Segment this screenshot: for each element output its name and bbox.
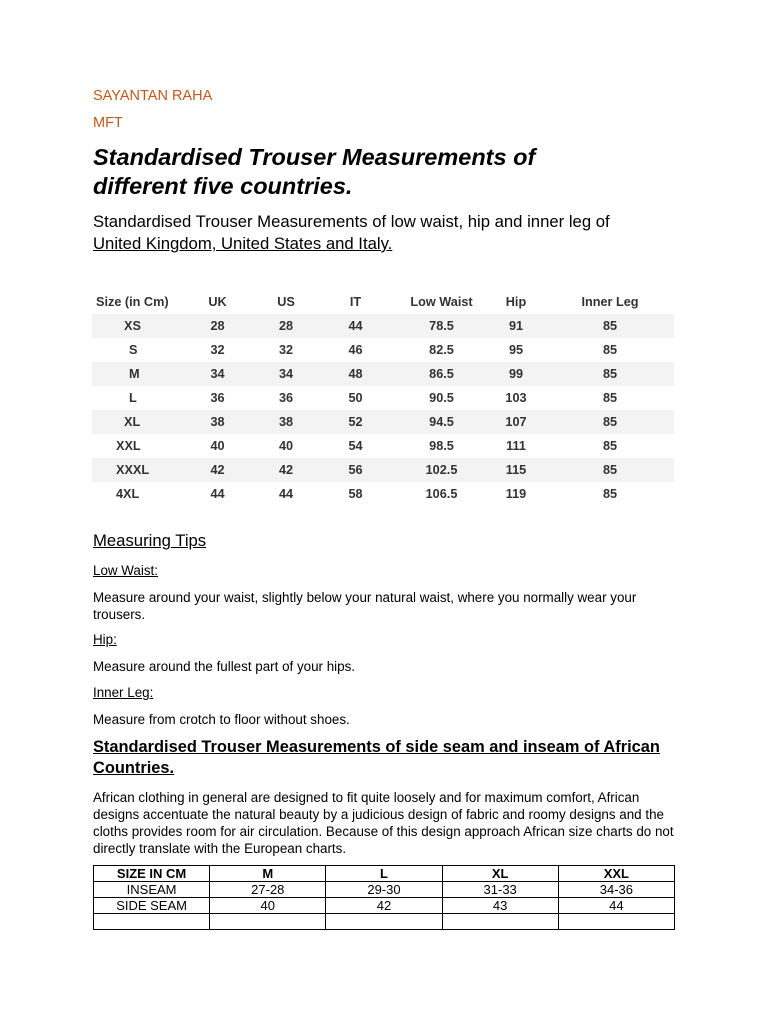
table-cell: 42 — [326, 898, 442, 914]
table-cell: 40 — [177, 434, 258, 458]
table-cell: 28 — [258, 314, 314, 338]
low-waist-text: Measure around your waist, slightly below your natural waist, where you normally wear your trousers. — [93, 590, 637, 622]
column-header: M — [210, 866, 326, 882]
table-cell: 42 — [177, 458, 258, 482]
table-cell: XS — [92, 314, 177, 338]
table-cell: 27-28 — [210, 882, 326, 898]
hip-label: Hip: — [93, 632, 117, 647]
table-cell: 106.5 — [397, 482, 486, 506]
table-cell — [558, 914, 674, 930]
table-row — [94, 882, 675, 898]
table-cell: 86.5 — [397, 362, 486, 386]
african-size-table — [93, 865, 675, 930]
subtitle-line-1: Standardised Trouser Measurements of low waist, hip and inner leg of — [93, 212, 610, 231]
table-cell: 44 — [177, 482, 258, 506]
table-cell: 99 — [486, 362, 546, 386]
african-table-header — [94, 866, 675, 882]
table-cell: 43 — [442, 898, 558, 914]
table-cell: 36 — [258, 386, 314, 410]
table-cell: 90.5 — [397, 386, 486, 410]
table-cell: 58 — [314, 482, 397, 506]
table-cell: 95 — [486, 338, 546, 362]
table-cell: 102.5 — [397, 458, 486, 482]
column-header: Inner Leg — [581, 295, 639, 309]
table-cell: 85 — [546, 386, 674, 410]
table-cell: 85 — [546, 410, 674, 434]
document-title — [93, 143, 675, 201]
table-cell: 50 — [314, 386, 397, 410]
table-cell: 29-30 — [326, 882, 442, 898]
table-cell: 115 — [486, 458, 546, 482]
measuring-tips-heading: Measuring Tips — [93, 531, 207, 550]
size-table — [92, 290, 674, 506]
table-cell: INSEAM — [94, 882, 210, 898]
table-cell: 85 — [546, 338, 674, 362]
table-cell: XL — [92, 410, 177, 434]
table-cell: 85 — [546, 314, 674, 338]
table-cell: 52 — [314, 410, 397, 434]
table-cell: 28 — [177, 314, 258, 338]
african-heading: Standardised Trouser Measurements of side seam and inseam of African Countries. — [93, 738, 660, 777]
table-cell: 34 — [177, 362, 258, 386]
column-header: Size (in Cm) — [96, 295, 169, 309]
table-cell: 82.5 — [397, 338, 486, 362]
table-cell: 56 — [314, 458, 397, 482]
table-cell: 42 — [258, 458, 314, 482]
column-header: Hip — [505, 295, 527, 309]
table-cell: 44 — [314, 314, 397, 338]
inner-leg-text: Measure from crotch to floor without shoes. — [93, 712, 350, 727]
subtitle-line-2: United Kingdom, United States and Italy. — [93, 234, 393, 253]
table-cell: L — [92, 386, 177, 410]
table-cell: 103 — [486, 386, 546, 410]
column-header: XL — [442, 866, 558, 882]
table-cell: 46 — [314, 338, 397, 362]
table-cell: 85 — [546, 434, 674, 458]
column-header: L — [326, 866, 442, 882]
table-row — [94, 914, 675, 930]
table-cell: 107 — [486, 410, 546, 434]
table-row — [92, 362, 674, 386]
table-cell: 44 — [258, 482, 314, 506]
table-cell: 85 — [546, 362, 674, 386]
table-cell: 85 — [546, 458, 674, 482]
hip-text: Measure around the fullest part of your hips. — [93, 659, 356, 674]
table-cell: 32 — [177, 338, 258, 362]
table-row — [92, 410, 674, 434]
low-waist-label: Low Waist: — [93, 563, 158, 578]
table-cell: 48 — [314, 362, 397, 386]
table-cell — [442, 914, 558, 930]
column-header: IT — [349, 295, 362, 309]
table-cell: M — [92, 362, 177, 386]
title-line: different five countries. — [93, 173, 353, 199]
table-cell: 111 — [486, 434, 546, 458]
title-line: Standardised Trouser Measurements of — [93, 144, 536, 170]
table-row — [94, 898, 675, 914]
table-cell: 38 — [258, 410, 314, 434]
table-row — [92, 458, 674, 482]
column-header: SIZE IN CM — [94, 866, 210, 882]
column-header: XXL — [558, 866, 674, 882]
table-cell: 4XL — [92, 482, 177, 506]
size-table-header — [92, 290, 674, 314]
column-header: US — [277, 295, 295, 309]
table-cell: 78.5 — [397, 314, 486, 338]
table-row — [92, 482, 674, 506]
table-cell: S — [92, 338, 177, 362]
table-cell: 44 — [558, 898, 674, 914]
column-header: Low Waist — [410, 295, 473, 309]
subtitle — [93, 211, 675, 255]
author-name: SAYANTAN RAHA — [93, 88, 213, 104]
table-cell: 32 — [258, 338, 314, 362]
table-row — [92, 338, 674, 362]
course-name: MFT — [93, 115, 123, 131]
table-cell: 31-33 — [442, 882, 558, 898]
table-row — [92, 434, 674, 458]
african-paragraph: African clothing in general are designed to fit quite loosely and for maximum comfort, African designs accentuate the natural beauty by a judicious design of fabric and roomy designs and the cloths provides room for air circulation. Because of this design approach African size charts do not directly translate with the European charts. — [93, 790, 674, 856]
inner-leg-label: Inner Leg: — [93, 685, 154, 700]
table-cell — [326, 914, 442, 930]
table-cell: 38 — [177, 410, 258, 434]
table-cell: 40 — [210, 898, 326, 914]
table-cell: XXL — [92, 434, 177, 458]
table-cell: 54 — [314, 434, 397, 458]
table-cell — [210, 914, 326, 930]
table-cell: 98.5 — [397, 434, 486, 458]
table-cell: 40 — [258, 434, 314, 458]
table-cell: 119 — [486, 482, 546, 506]
table-cell: SIDE SEAM — [94, 898, 210, 914]
column-header: UK — [208, 295, 227, 309]
table-cell: 34 — [258, 362, 314, 386]
table-cell: 36 — [177, 386, 258, 410]
table-cell: 85 — [546, 482, 674, 506]
table-cell: XXXL — [92, 458, 177, 482]
table-cell: 94.5 — [397, 410, 486, 434]
table-cell: 34-36 — [558, 882, 674, 898]
table-row — [92, 314, 674, 338]
table-row — [92, 386, 674, 410]
table-cell — [94, 914, 210, 930]
table-cell: 91 — [486, 314, 546, 338]
